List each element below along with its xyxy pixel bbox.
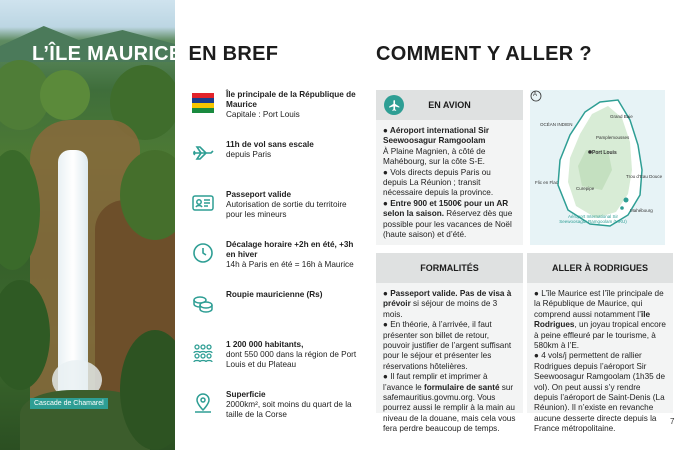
fact-capital: Île principale de la République de Maurice Capitale : Port Louis	[190, 90, 358, 138]
rodrigues-flights: ● 4 vols/j permettent de rallier Rodrigues depuis l’aéroport Sir Seewoosagur Ramgoolam (1h35 de vol). On peut aussi s’y rendre depuis l’aéroport de Saint-Denis (La Réunion). Il n’existe en revanche aucune desserte directe depuis la France métropolitaine.	[534, 351, 666, 434]
fact-area: Superficie 2000km², soit moins du quart de la taille de la Corse	[190, 390, 358, 438]
panel-formalites: FORMALITÉS ● Passeport valide. Pas de visa à prévoir si séjour de moins de 3 mois. ● En théorie, à l’arrivée, il faut présenter son billet de retour, pouvoir justifier de l’argent suffisant pour le séjour et présenter les réservations hôtelières. ● Il faut remplir et imprimer à l’avance le formulaire de santé sur safemauritius.govmu.org. Vous pourrez aussi le remplir à la main au niveau de la douane, mais cela vous fera perdre beaucoup de temps.	[376, 253, 523, 413]
formalites-visa: ● Passeport valide. Pas de visa à prévoir	[383, 289, 512, 309]
panel-avion	[376, 90, 523, 245]
fact-timezone: Décalage horaire +2h en été, +3h en hiver 14h à Paris en été = 16h à Maurice	[190, 240, 358, 288]
fact-currency: Roupie mauricienne (Rs)	[190, 290, 358, 338]
map-place: Pamplemousses	[596, 135, 630, 140]
map-place-capital: Port Louis	[592, 150, 617, 156]
left-page-title: L’ÎLE MAURICE EN BREF	[32, 43, 279, 65]
rodrigues-name: île Rodrigues	[534, 309, 651, 330]
clock-icon	[190, 240, 216, 266]
map-place: Mahébourg	[630, 208, 653, 213]
facts-list	[190, 90, 358, 440]
price-detail: Réservez dès que possible pour les vacances de Noël (haute saison) et d’été.	[383, 209, 513, 240]
page-number: 7	[670, 417, 675, 426]
flights-info: ● Vols directs depuis Paris ou depuis La Réunion ; transit nécessaire depuis la province.	[383, 167, 494, 198]
map-place: Curepipe	[576, 186, 595, 191]
health-form: formulaire de santé	[423, 382, 500, 392]
coins-icon	[190, 290, 216, 316]
airplane-badge-icon	[384, 95, 404, 115]
flag-icon	[190, 90, 216, 116]
panel-avion-header: EN AVION	[376, 90, 523, 120]
airplane-icon	[190, 140, 216, 166]
airport-title: ● Aéroport international Sir Seewoosagur Ramgoolam	[383, 126, 490, 146]
panel-rodrigues-header: ALLER À RODRIGUES	[527, 253, 673, 283]
passport-icon	[190, 190, 216, 216]
formalites-arrival: ● En théorie, à l’arrivée, il faut présenter son billet de retour, pouvoir justifier de l’argent suffisant pour le séjour et présenter les réservations hôtelières.	[383, 320, 512, 371]
panel-rodrigues: ALLER À RODRIGUES ● L’île Maurice est l’île principale de la République de Maurice, qui comprend aussi notamment l’île Rodrigues, un joyau tropical encore à peine effleuré par le tourisme, à 580km à l’E. ● 4 vols/j permettent de rallier Rodrigues depuis l’aéroport Sir Seewoosagur Ramgoolam (1h35 de vol). On peut aussi s’y rendre depuis l’aéroport de Saint-Denis (La Réunion). Il n’existe en revanche aucune desserte directe depuis la France métropolitaine.	[527, 253, 673, 413]
fact-flight: 11h de vol sans escale depuis Paris	[190, 140, 358, 188]
map-place: Trou d’Eau Douce	[626, 174, 663, 179]
map-place: Flic en Flac	[535, 180, 559, 185]
waterfall-photo	[0, 0, 175, 450]
mauritius-map	[530, 90, 665, 245]
photo-caption: Cascade de Chamarel	[30, 398, 108, 409]
map-place: Grand Baie	[610, 114, 633, 119]
fact-passport: Passeport valide Autorisation de sortie du territoire pour les mineurs	[190, 190, 358, 238]
fact-population: 1 200 000 habitants, dont 550 000 dans la région de Port Louis et du Plateau	[190, 340, 358, 388]
map-pin-icon	[190, 390, 216, 416]
map-ocean-label: OCÉAN INDIEN	[540, 122, 573, 127]
airport-location: À Plaine Magnien, à côté de Mahébourg, sur la côte S-E.	[383, 146, 486, 167]
panel-formalites-header: FORMALITÉS	[376, 253, 523, 283]
formalites-visa-detail: si séjour de moins de 3 mois.	[383, 299, 498, 319]
map-badge: A	[533, 92, 538, 98]
price-info: ● Entre 900 et 1500€ pour un AR selon la saison.	[383, 198, 509, 219]
map-airport-label: Aéroport International Sir Seewoosagur Ramgoolam (MRU)	[559, 214, 627, 224]
right-page-title: COMMENT Y ALLER ?	[376, 43, 592, 65]
people-icon	[190, 340, 216, 366]
